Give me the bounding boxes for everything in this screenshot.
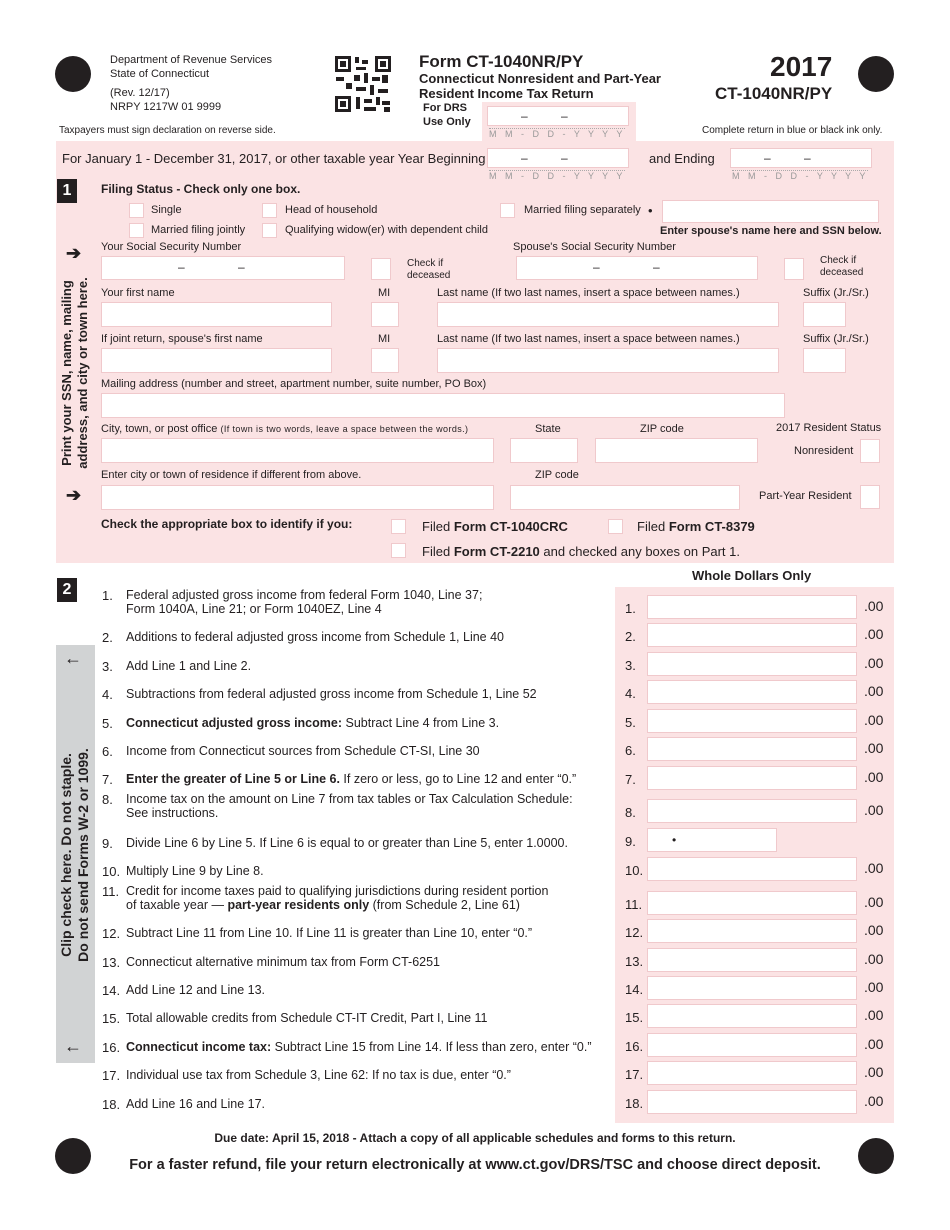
amount-field[interactable]	[647, 709, 857, 733]
amount-line-number: 10.	[625, 863, 644, 878]
side-label-section-2-line2: Do not send Forms W-2 or 1099.	[75, 748, 91, 962]
line-description	[126, 1011, 488, 1025]
city-label	[101, 423, 468, 435]
spouse-ssn-dash-2: –	[653, 260, 660, 274]
cents-label: .00	[864, 655, 884, 671]
line-description-text: If zero or less, go to Line 12 and enter “0.”	[339, 772, 577, 786]
line-description-text: Add Line 16 and Line 17.	[126, 1097, 266, 1111]
line-number: 1.	[102, 588, 113, 603]
cents-label: .00	[864, 1036, 884, 1052]
cents-label: .00	[864, 683, 884, 699]
decimal-point: •	[672, 833, 677, 847]
dept-line1: Department of Revenue Services	[110, 54, 273, 66]
line-description-second	[126, 898, 548, 912]
amount-line-number: 5.	[625, 715, 636, 730]
line-number: 6.	[102, 744, 113, 759]
form-title: Form CT-1040NR/PY	[419, 52, 584, 71]
cents-label: .00	[864, 1064, 884, 1080]
cents-label: .00	[864, 860, 884, 876]
tax-year: 2017	[770, 51, 833, 82]
line-description-text: Subtract Line 4 from Line 3.	[342, 716, 500, 730]
amount-line-number: 16.	[625, 1039, 644, 1054]
mfj-label: Married filing jointly	[151, 224, 246, 236]
residence-city-label: Enter city or town of residence if different from above.	[101, 469, 362, 481]
line-description-text: Federal adjusted gross income from federal Form 1040, Line 37;	[126, 588, 483, 602]
last-name-field[interactable]	[437, 302, 779, 327]
ink-note: Complete return in blue or black ink only.	[702, 125, 883, 136]
residence-zip-field[interactable]	[510, 485, 740, 510]
spouse-ssn-field[interactable]	[516, 256, 758, 280]
line-description-second-text: Form 1040A, Line 21; or Form 1040EZ, Line 4	[126, 602, 382, 616]
line-description	[126, 744, 480, 758]
period-end-date[interactable]	[730, 148, 872, 168]
spouse-ssn-label: Spouse's Social Security Number	[513, 241, 676, 253]
form-subtitle-2: Resident Income Tax Return	[419, 86, 594, 101]
line-description-text: Credit for income taxes paid to qualifying jurisdictions during resident portion	[126, 884, 549, 898]
cents-label: .00	[864, 951, 884, 967]
spouse-last-name-field[interactable]	[437, 348, 779, 373]
ct8379-checkbox[interactable]	[608, 519, 623, 534]
amount-field[interactable]	[647, 891, 857, 915]
period-begin-date[interactable]	[487, 148, 629, 168]
line-description-text: Subtractions from federal adjusted gross income from Schedule 1, Line 52	[126, 687, 537, 701]
amount-line-number: 8.	[625, 805, 636, 820]
line-number: 14.	[102, 983, 121, 998]
spouse-deceased-label-2: deceased	[820, 267, 864, 278]
crc-label	[422, 519, 568, 534]
ct2210-checkbox[interactable]	[391, 543, 406, 558]
line-description-second	[126, 806, 573, 820]
line-description-bold: Connecticut adjusted gross income:	[126, 716, 343, 730]
ct2210-filed-text: Filed	[422, 544, 451, 559]
line-description	[126, 1097, 265, 1111]
line-description-text: Income from Connecticut sources from Schedule CT-SI, Line 30	[126, 744, 480, 758]
ssn-dash-1: –	[178, 260, 185, 274]
spouse-mi-field[interactable]	[371, 348, 399, 373]
end-date-dash-1: –	[764, 151, 771, 165]
amount-line-number: 17.	[625, 1067, 644, 1082]
state-field[interactable]	[510, 438, 578, 463]
cents-label: .00	[864, 802, 884, 818]
side-label-section-1-line1: Print your SSN, name, mailing	[59, 280, 74, 466]
spouse-deceased-checkbox[interactable]	[784, 258, 804, 280]
ct8379-label	[637, 519, 755, 534]
line-number: 11.	[102, 884, 120, 899]
line-description	[126, 1068, 511, 1082]
line-description-second-tail: (from Schedule 2, Line 61)	[369, 898, 520, 912]
spouse-ssn-dash-1: –	[593, 260, 600, 274]
section-1-marker: 1	[57, 179, 77, 203]
amount-line-number: 13.	[625, 954, 644, 969]
line-description-text: Individual use tax from Schedule 3, Line 62: If no tax is due, enter “0.”	[126, 1068, 511, 1082]
line-number: 2.	[102, 630, 113, 645]
amount-field[interactable]	[647, 680, 857, 704]
resident-status-label: 2017 Resident Status	[776, 422, 882, 434]
suffix-label: Suffix (Jr./Sr.)	[803, 287, 869, 299]
arrow-right-icon-2: ➔	[66, 485, 82, 505]
amount-line-number: 2.	[625, 629, 636, 644]
residence-zip-label: ZIP code	[535, 469, 579, 481]
amount-line-number: 18.	[625, 1096, 644, 1111]
cents-label: .00	[864, 922, 884, 938]
spouse-first-name-label: If joint return, spouse's first name	[101, 333, 263, 345]
cents-label: .00	[864, 712, 884, 728]
whole-dollars-label: Whole Dollars Only	[692, 568, 812, 583]
crc-filed-text: Filed	[422, 519, 451, 534]
spouse-suffix-label: Suffix (Jr./Sr.)	[803, 333, 869, 345]
line-description	[126, 772, 576, 786]
line-number: 9.	[102, 836, 113, 851]
amount-field[interactable]	[647, 857, 857, 881]
crc-checkbox[interactable]	[391, 519, 406, 534]
hoh-label: Head of household	[285, 204, 378, 216]
line-description-text: Divide Line 6 by Line 5. If Line 6 is equal to or greater than Line 5, enter 1.0000.	[126, 836, 568, 850]
line-number: 17.	[102, 1068, 121, 1083]
amount-field[interactable]	[647, 623, 857, 647]
form-code: CT-1040NR/PY	[715, 84, 833, 103]
drs-label-2: Use Only	[423, 116, 471, 128]
first-name-field[interactable]	[101, 302, 332, 327]
end-date-hint: M M - D D - Y Y Y Y	[732, 171, 869, 181]
nonresident-checkbox[interactable]	[860, 439, 880, 463]
mfj-checkbox[interactable]	[129, 223, 144, 238]
line-description	[126, 926, 532, 940]
line-description-second-bold: part-year residents only	[227, 898, 370, 912]
line-description-second-text: See instructions.	[126, 806, 219, 820]
ssn-label: Your Social Security Number	[101, 241, 242, 253]
registration-mark-top-left	[55, 56, 91, 92]
mfs-bullet-icon: •	[648, 203, 653, 218]
amount-line-number: 7.	[625, 772, 636, 787]
cents-label: .00	[864, 626, 884, 642]
begin-date-dash-1: –	[521, 151, 528, 165]
deceased-label-1: Check if	[407, 258, 444, 269]
crc-form-text: Form CT-1040CRC	[453, 519, 568, 534]
spouse-first-name-field[interactable]	[101, 348, 332, 373]
line-number: 10.	[102, 864, 121, 879]
amount-field[interactable]	[647, 1090, 857, 1114]
line-description	[126, 659, 251, 673]
amount-line-number: 3.	[625, 658, 636, 673]
zip-label: ZIP code	[640, 423, 684, 435]
refund-note: For a faster refund, file your return electronically at www.ct.gov/DRS/TSC and choose direct deposit.	[129, 1157, 821, 1173]
ct8379-filed-text: Filed	[637, 519, 666, 534]
line-number: 18.	[102, 1097, 121, 1112]
spouse-mi-label: MI	[378, 333, 391, 345]
line-description-text: Add Line 12 and Line 13.	[126, 983, 266, 997]
mfs-checkbox[interactable]	[500, 203, 515, 218]
cents-label: .00	[864, 740, 884, 756]
amount-line-number: 12.	[625, 925, 644, 940]
cents-label: .00	[864, 979, 884, 995]
amount-line-number: 4.	[625, 686, 636, 701]
arrow-left-icon: ←	[64, 648, 82, 668]
mfs-label: Married filing separately	[524, 204, 641, 216]
cents-label: .00	[864, 894, 884, 910]
line-description	[126, 884, 548, 912]
part-year-label: Part-Year Resident	[759, 490, 852, 502]
qw-checkbox[interactable]	[262, 223, 277, 238]
single-label: Single	[151, 204, 182, 216]
suffix-field[interactable]	[803, 302, 846, 327]
ct2210-form-text: Form CT-2210	[453, 544, 540, 559]
line-number: 13.	[102, 955, 121, 970]
sign-note: Taxpayers must sign declaration on reverse side.	[59, 125, 276, 136]
end-date-dash-2: –	[804, 151, 811, 165]
amount-field[interactable]	[647, 919, 857, 943]
ssn-dash-2: –	[238, 260, 245, 274]
line-number: 12.	[102, 926, 121, 941]
section-2-marker: 2	[57, 578, 77, 602]
spouse-note: Enter spouse's name here and SSN below.	[660, 225, 882, 237]
spouse-suffix-field[interactable]	[803, 348, 846, 373]
dept-line2: State of Connecticut	[110, 68, 210, 80]
ct2210-suffix-text: and checked any boxes on Part 1.	[543, 544, 740, 559]
line-number: 5.	[102, 716, 113, 731]
line-description-bold: Enter the greater of Line 5 or Line 6.	[126, 772, 340, 786]
line-description	[126, 836, 568, 850]
begin-date-hint: M M - D D - Y Y Y Y	[489, 171, 626, 181]
line-description	[126, 716, 499, 730]
city-label-text: City, town, or post office	[101, 423, 218, 435]
drs-date-dash-2: –	[561, 109, 568, 123]
city-note: (If town is two words, leave a space between the words.)	[220, 424, 469, 434]
line-number: 16.	[102, 1040, 121, 1055]
last-name-label: Last name (If two last names, insert a space between names.)	[437, 287, 740, 299]
line-description	[126, 630, 504, 644]
line-description-text: Subtract Line 11 from Line 10. If Line 11 is greater than Line 10, enter “0.”	[126, 926, 533, 940]
spouse-deceased-label-1: Check if	[820, 255, 857, 266]
amount-line-number: 9.	[625, 834, 636, 849]
amount-line-number: 15.	[625, 1010, 644, 1025]
period-ending-label: and Ending	[649, 151, 715, 166]
mi-label: MI	[378, 287, 391, 299]
first-name-label: Your first name	[101, 287, 175, 299]
cents-label: .00	[864, 769, 884, 785]
amount-field[interactable]	[647, 737, 857, 761]
arrow-left-icon-2: ←	[64, 1036, 82, 1056]
drs-label-1: For DRS	[423, 102, 467, 114]
residence-city-field[interactable]	[101, 485, 494, 510]
amount-line-number: 11.	[625, 897, 643, 912]
line-number: 15.	[102, 1011, 121, 1026]
line-description	[126, 1040, 591, 1054]
amount-field[interactable]	[647, 1033, 857, 1057]
due-date-note: Due date: April 15, 2018 - Attach a copy of all applicable schedules and forms to this return.	[214, 1131, 736, 1145]
line-description-text: Connecticut alternative minimum tax from Form CT-6251	[126, 955, 440, 969]
nonresident-label: Nonresident	[794, 445, 854, 457]
mi-field[interactable]	[371, 302, 399, 327]
spouse-last-name-label: Last name (If two last names, insert a space between names.)	[437, 333, 740, 345]
zip-field[interactable]	[595, 438, 758, 463]
amount-line-number: 1.	[625, 601, 636, 616]
side-label-section-2-line1: Clip check here. Do not staple.	[58, 753, 74, 957]
line-description	[126, 588, 482, 616]
amount-field[interactable]	[647, 766, 857, 790]
city-field[interactable]	[101, 438, 494, 463]
single-checkbox[interactable]	[129, 203, 144, 218]
part-year-checkbox[interactable]	[860, 485, 880, 509]
drs-date-hint: M M - D D - Y Y Y Y	[489, 129, 626, 139]
line-description-text: Total allowable credits from Schedule CT-IT Credit, Part I, Line 11	[126, 1011, 488, 1025]
amount-field[interactable]	[647, 948, 857, 972]
line-number: 3.	[102, 659, 113, 674]
amount-field[interactable]	[647, 799, 857, 823]
amount-line-number: 14.	[625, 982, 644, 997]
line-description-text: Additions to federal adjusted gross income from Schedule 1, Line 40	[126, 630, 505, 644]
mailing-address-field[interactable]	[101, 393, 785, 418]
line-description-text: Multiply Line 9 by Line 8.	[126, 864, 264, 878]
ct2210-label	[422, 544, 740, 559]
line-description	[126, 864, 264, 878]
drs-date-field[interactable]	[487, 106, 629, 126]
amount-line-number: 6.	[625, 743, 636, 758]
line-description	[126, 955, 440, 969]
amount-field[interactable]	[647, 1061, 857, 1085]
filing-status-title: Filing Status - Check only one box.	[101, 182, 301, 196]
deceased-checkbox[interactable]	[371, 258, 391, 280]
hoh-checkbox[interactable]	[262, 203, 277, 218]
side-label-section-1-line2: address, and city or town here.	[75, 277, 90, 469]
line-description	[126, 983, 265, 997]
line-description-bold: Connecticut income tax:	[126, 1040, 272, 1054]
line-description-second	[126, 602, 482, 616]
line-description-text: Add Line 1 and Line 2.	[126, 659, 252, 673]
mailing-label: Mailing address (number and street, apartment number, suite number, PO Box)	[101, 378, 487, 390]
revision: (Rev. 12/17)	[110, 87, 170, 99]
cents-label: .00	[864, 598, 884, 614]
line-description-text: Income tax on the amount on Line 7 from tax tables or Tax Calculation Schedule:	[126, 792, 573, 806]
begin-date-dash-2: –	[561, 151, 568, 165]
line-number: 4.	[102, 687, 113, 702]
amount-field[interactable]	[647, 1004, 857, 1028]
ratio-field[interactable]	[647, 828, 777, 852]
line-number: 8.	[102, 792, 113, 807]
line-description-second-text: of taxable year —	[126, 898, 228, 912]
cents-label: .00	[864, 1093, 884, 1109]
form-subtitle-1: Connecticut Nonresident and Part-Year	[419, 71, 661, 86]
identify-label: Check the appropriate box to identify if you:	[101, 517, 353, 531]
nrpy-code: NRPY 1217W 01 9999	[110, 101, 222, 113]
ssn-field[interactable]	[101, 256, 345, 280]
amount-field[interactable]	[647, 976, 857, 1000]
cents-label: .00	[864, 1007, 884, 1023]
spouse-name-field[interactable]	[662, 200, 879, 223]
arrow-right-icon: ➔	[66, 243, 82, 263]
registration-mark-top-right	[858, 56, 894, 92]
line-description	[126, 687, 537, 701]
period-label: For January 1 - December 31, 2017, or other taxable year Year Beginning	[62, 151, 486, 166]
ct8379-form-text: Form CT-8379	[668, 519, 755, 534]
drs-date-dash-1: –	[521, 109, 528, 123]
amount-field[interactable]	[647, 652, 857, 676]
line-description	[126, 792, 573, 820]
deceased-label-2: deceased	[407, 270, 451, 281]
line-description-text: Subtract Line 15 from Line 14. If less than zero, enter “0.”	[271, 1040, 592, 1054]
qr-code-icon	[334, 55, 392, 113]
state-label: State	[535, 423, 561, 435]
line-number: 7.	[102, 772, 113, 787]
amount-field[interactable]	[647, 595, 857, 619]
qw-label: Qualifying widow(er) with dependent child	[285, 224, 488, 236]
